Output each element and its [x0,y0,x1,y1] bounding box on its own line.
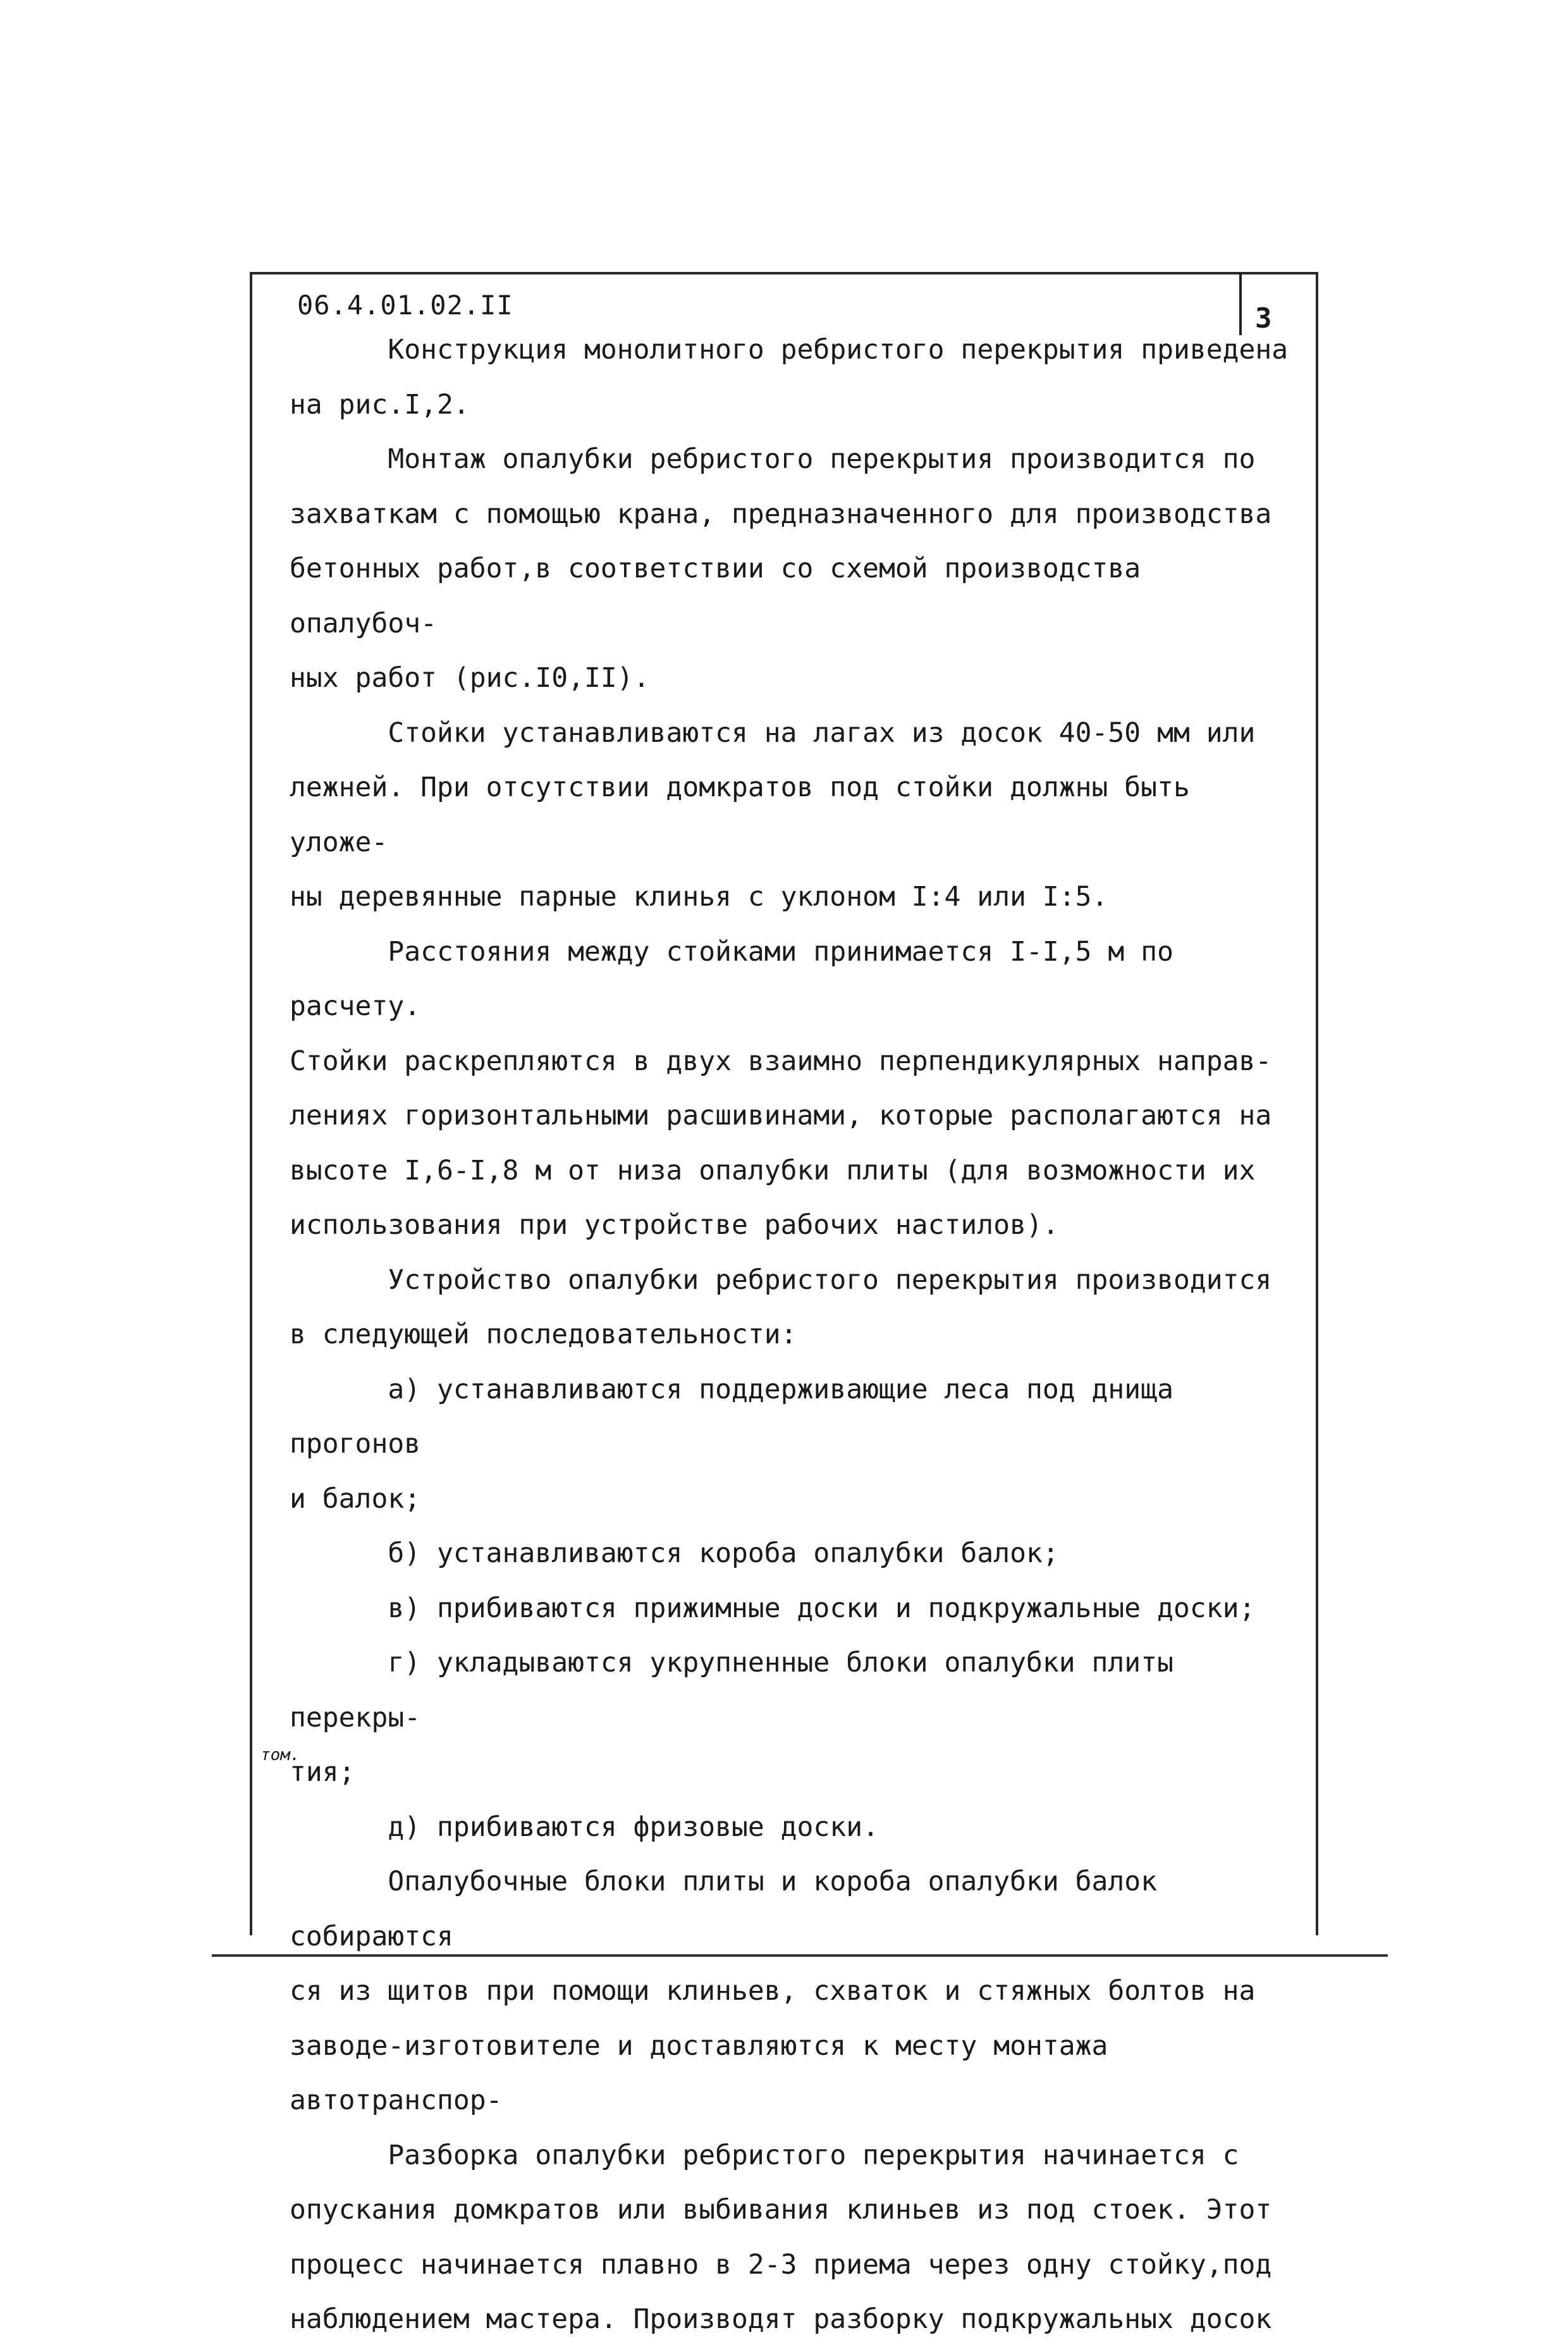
document-body [290,323,1295,2347]
text-line: ны деревянные парные клинья с уклоном I:4 или I:5. [290,881,1108,913]
text-line: на рис.I,2. [290,388,470,421]
text-line: Конструкция монолитного ребристого перекрытия приведена [290,334,1289,366]
document-code: 06.4.01.02.II [297,290,513,321]
text-line: Разборка опалубки ребристого перекрытия начинается с [290,2139,1239,2171]
text-line: Расстояния между стойками принимается I-I,5 м по расчету. [290,935,1190,1022]
frame-top-line [250,272,1318,274]
text-line: Стойки устанавливаются на лагах из досок 40-50 мм или [290,717,1256,749]
text-line: а) устанавливаются поддерживающие леса под днища прогонов [290,1373,1190,1460]
frame-right-line [1316,272,1318,1935]
text-line: и балок; [290,1482,421,1515]
text-line: д) прибиваются фризовые доски. [290,1811,879,1843]
text-line: Опалубочные блоки плиты и короба опалубки балок собираются [290,1866,1173,1952]
frame-left-line [250,272,252,1935]
text-line: бетонных работ,в соответствии со схемой производства опалубоч- [290,553,1158,639]
text-line: в следующей последовательности: [290,1319,797,1350]
text-line: г) укладываются укрупненные блоки опалубки плиты перекры- [290,1647,1190,1734]
margin-note: том. [260,1746,300,1765]
text-line: опускания домкратов или выбивания клиньев из под стоек. Этот [290,2194,1272,2226]
text-line: наблюдением мастера. Производят разборку подкружальных досок [290,2303,1272,2335]
text-line: Монтаж опалубки ребристого перекрытия производится по [290,443,1256,475]
text-line: Устройство опалубки ребристого перекрытия производится [290,1264,1272,1296]
page-number: 3 [1255,302,1272,335]
text-line: лениях горизонтальными расшивинами, которые располагаются на [290,1100,1272,1131]
text-line: использования при устройстве рабочих настилов). [290,1209,1059,1241]
text-line: захваткам с помощью крана, предназначенного для производства [290,498,1272,530]
text-line: ных работ (рис.I0,II). [290,662,650,694]
text-line: лежней. При отсутствии домкратов под стойки должны быть уложе- [290,772,1206,858]
text-line: ся из щитов при помощи клиньев, схваток и стяжных болтов на [290,1975,1256,2007]
text-line: высоте I,6-I,8 м от низа опалубки плиты (для возможности их [290,1154,1256,1186]
text-line: в) прибиваются прижимные доски и подкружальные доски; [290,1592,1256,1624]
text-line: Стойки раскрепляются в двух взаимно перпендикулярных направ- [290,1045,1272,1077]
text-line: тия; [290,1756,355,1788]
text-line: процесс начинается плавно в 2-3 приема через одну стойку,под [290,2248,1272,2281]
text-line: заводе-изготовителе и доставляются к месту монтажа автотранспор- [290,2030,1125,2116]
text-line: б) устанавливаются короба опалубки балок; [290,1537,1059,1569]
